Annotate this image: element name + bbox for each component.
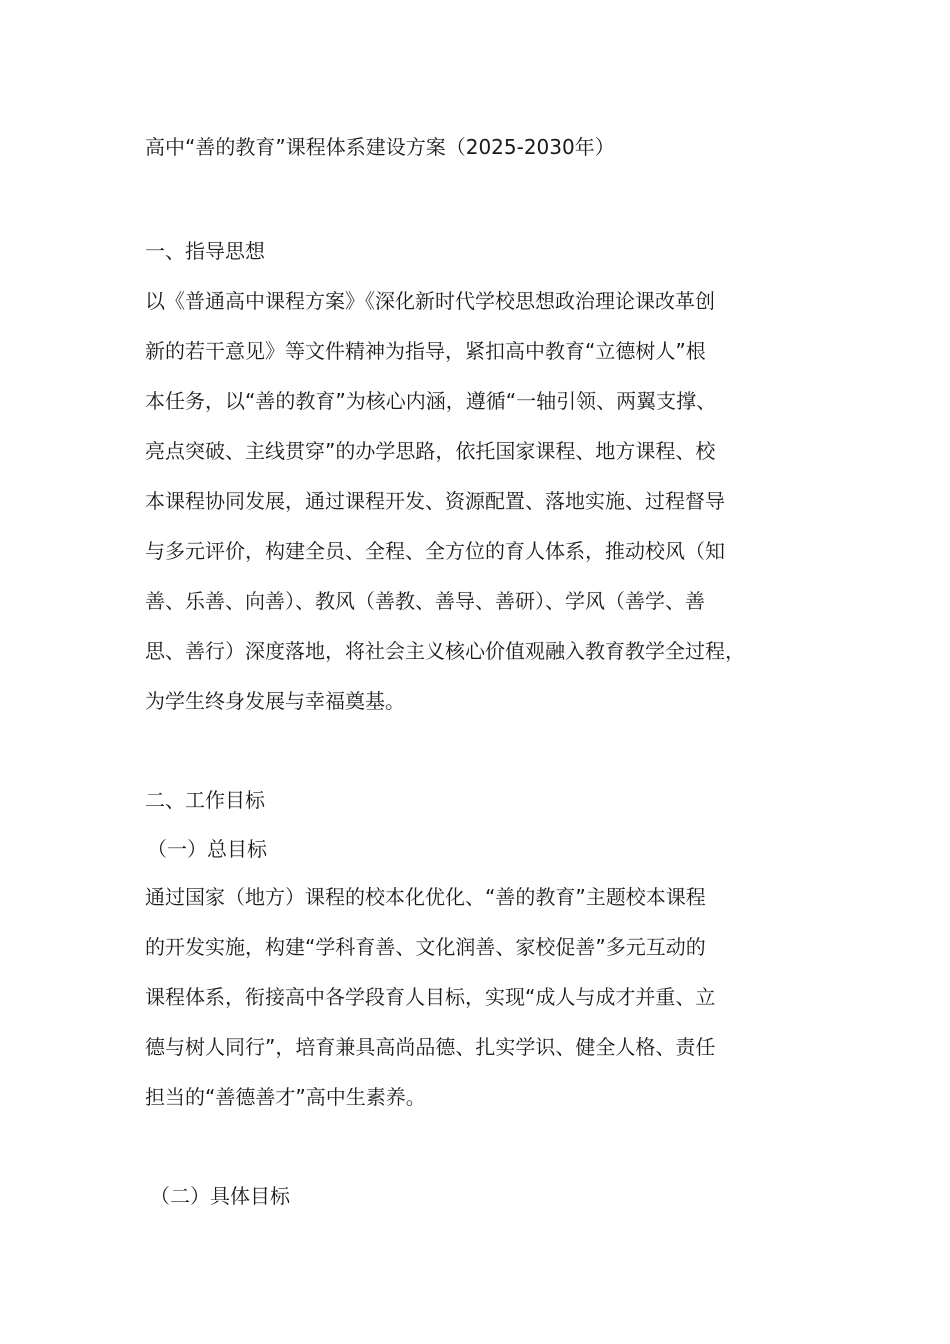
paragraph-line: 亮点突破、主线贯穿”的办学思路，依托国家课程、地方课程、校 bbox=[145, 439, 716, 463]
paragraph-line: 为学生终身发展与幸福奠基。 bbox=[145, 689, 405, 713]
paragraph-line: 本任务，以“善的教育”为核心内涵，遵循“一轴引领、两翼支撑、 bbox=[145, 389, 717, 413]
paragraph-line: 德与树人同行”，培育兼具高尚品德、扎实学识、健全人格、责任 bbox=[145, 1035, 716, 1059]
paragraph-line: 以《普通高中课程方案》《深化新时代学校思想政治理论课改革创 bbox=[145, 289, 715, 313]
paragraph-line: 思、善行）深度落地，将社会主义核心价值观融入教育教学全过程， bbox=[145, 639, 745, 663]
paragraph-line: 与多元评价，构建全员、全程、全方位的育人体系，推动校风（知 bbox=[145, 539, 725, 563]
paragraph-line: 善、乐善、向善）、教风（善教、善导、善研）、学风（善学、善 bbox=[145, 589, 705, 613]
guiding-ideology-paragraph bbox=[145, 276, 745, 726]
paragraph-line: 通过国家（地方）课程的校本化优化、“善的教育”主题校本课程 bbox=[145, 885, 706, 909]
paragraph-line: 课程体系，衔接高中各学段育人目标，实现“成人与成才并重、立 bbox=[145, 985, 716, 1009]
paragraph-line: 的开发实施，构建“学科育善、文化润善、家校促善”多元互动的 bbox=[145, 935, 706, 959]
subsection-heading-overall-goal: （一）总目标 bbox=[147, 837, 267, 861]
subsection-heading-specific-goals: （二）具体目标 bbox=[150, 1184, 290, 1208]
document-title: 高中“善的教育”课程体系建设方案（2025-2030年） bbox=[145, 135, 615, 159]
paragraph-line: 新的若干意见》等文件精神为指导，紧扣高中教育“立德树人”根 bbox=[145, 339, 706, 363]
paragraph-line: 担当的“善德善才”高中生素养。 bbox=[145, 1085, 426, 1109]
paragraph-line: 本课程协同发展，通过课程开发、资源配置、落地实施、过程督导 bbox=[145, 489, 725, 513]
section-heading-guiding-ideology: 一、指导思想 bbox=[145, 239, 265, 263]
overall-goal-paragraph bbox=[145, 872, 715, 1122]
section-heading-work-goals: 二、工作目标 bbox=[145, 788, 265, 812]
